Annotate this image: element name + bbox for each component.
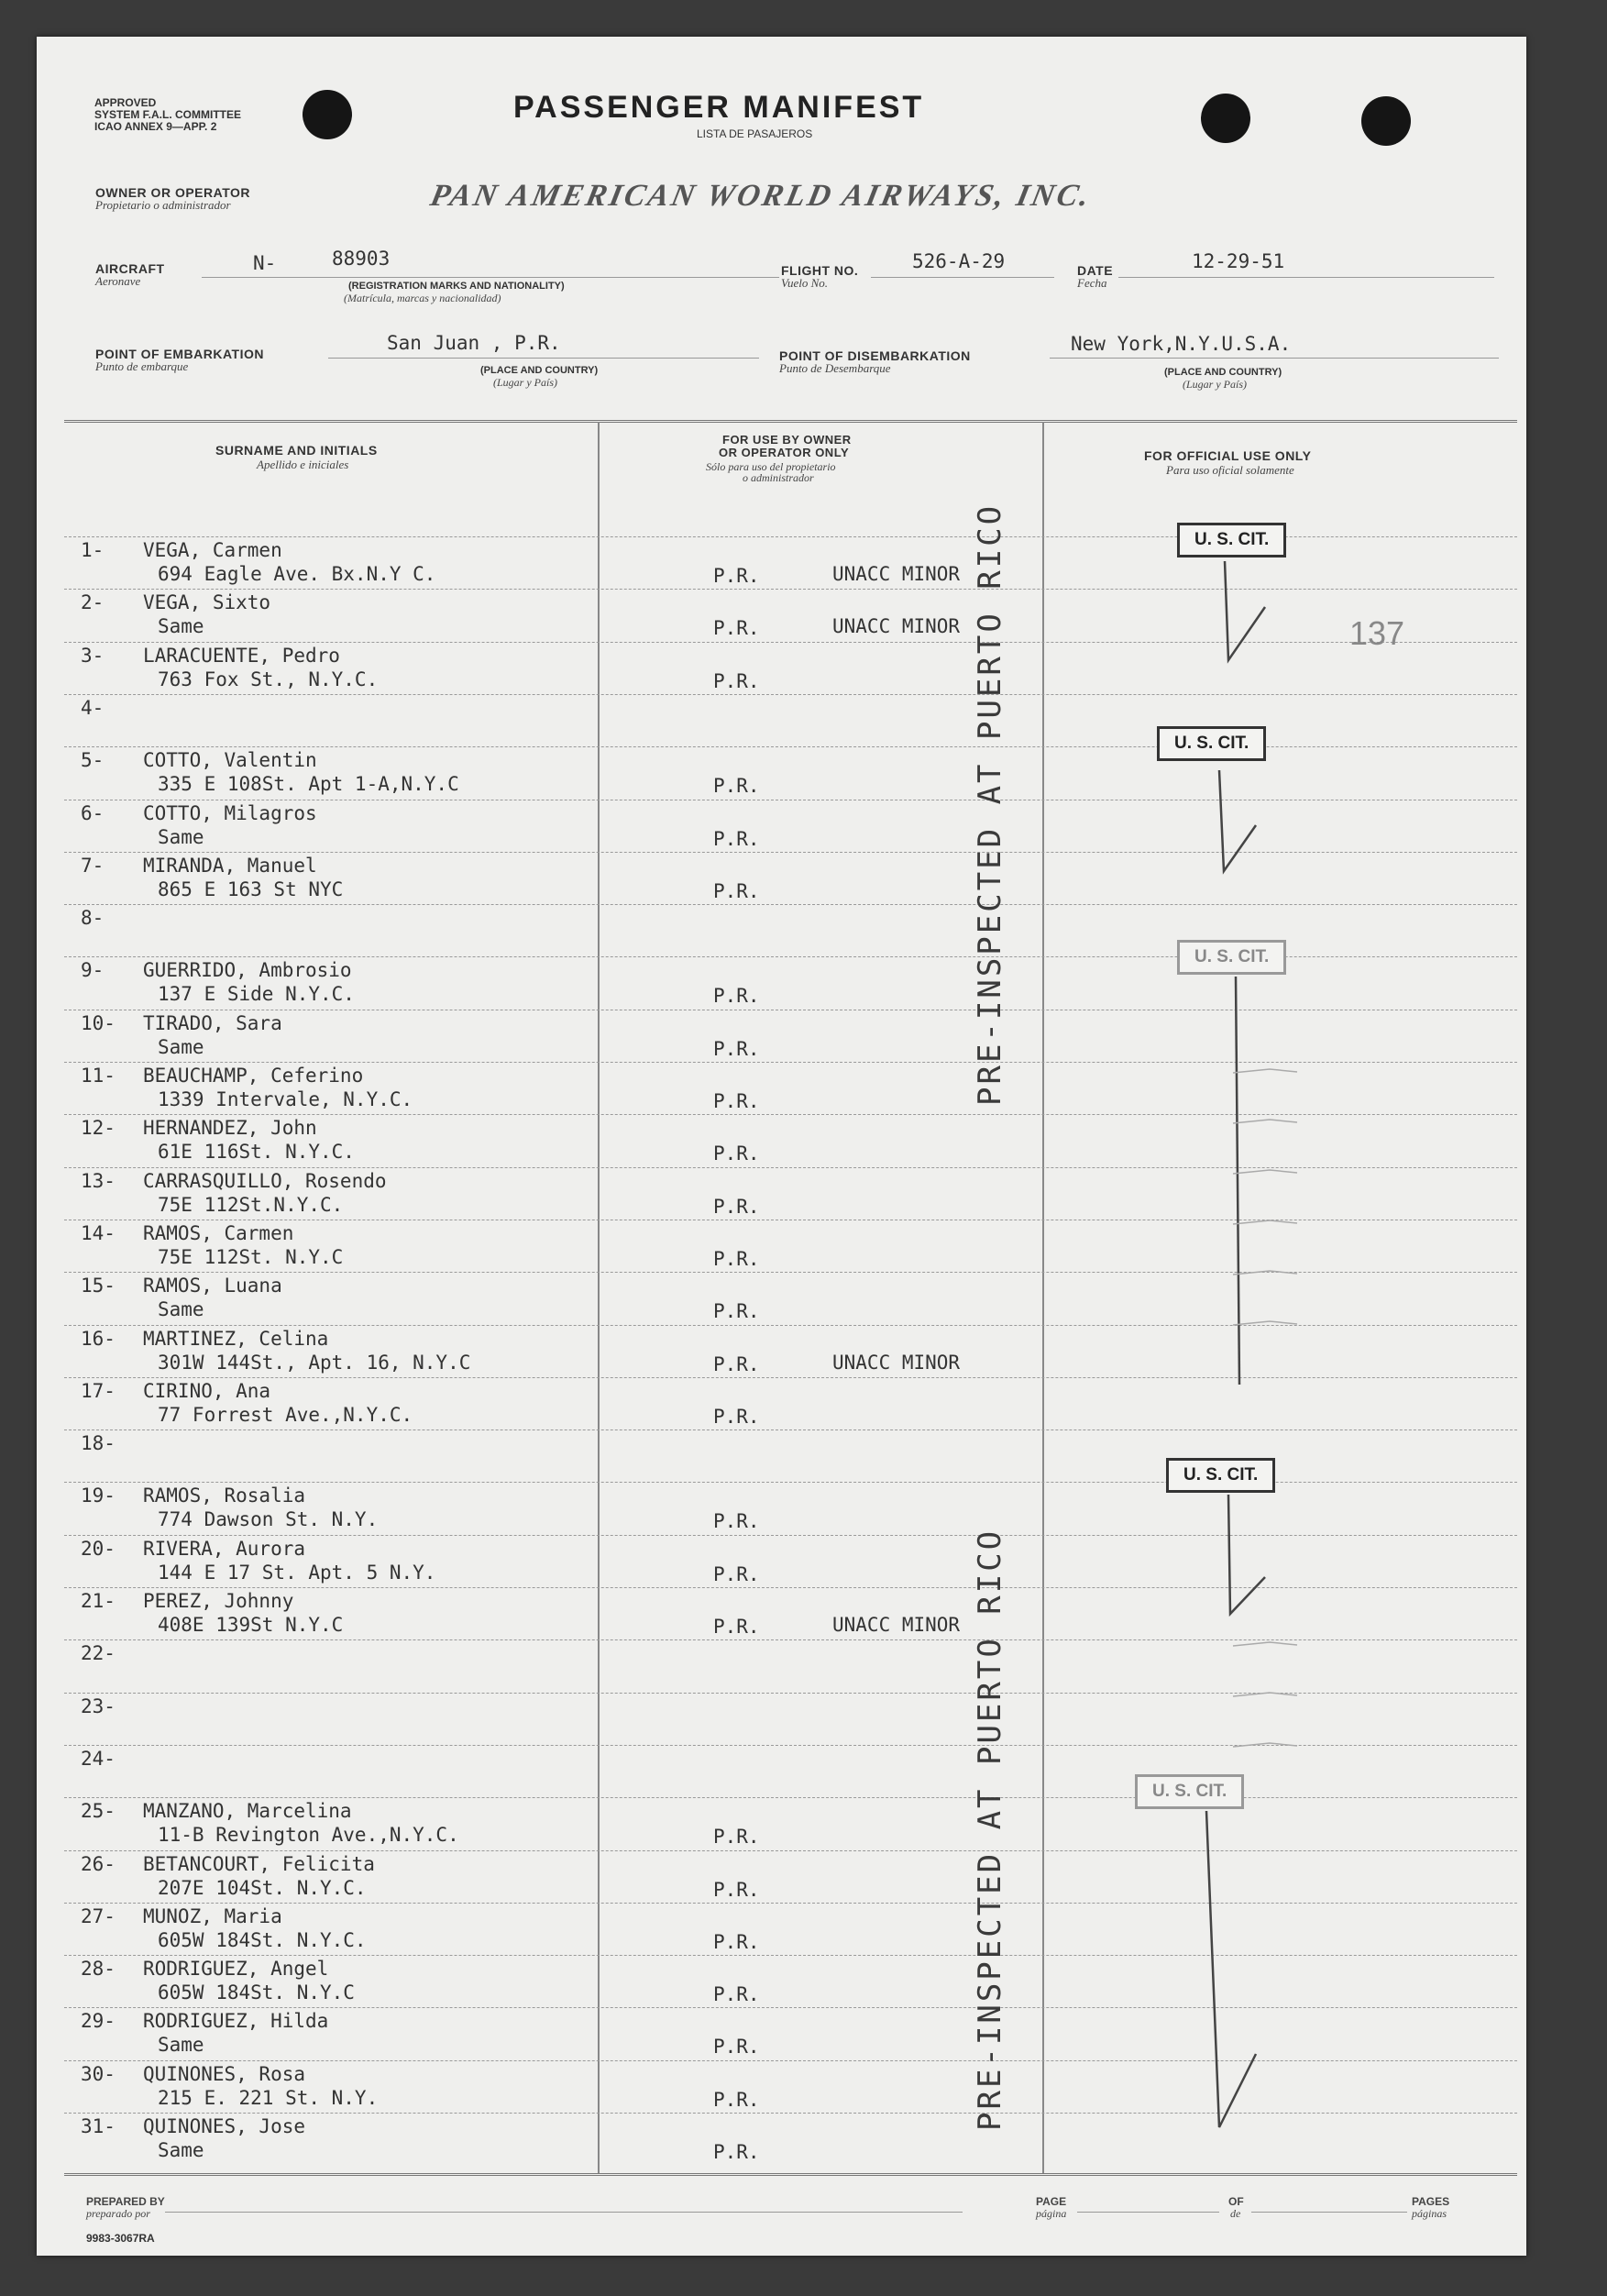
row-number: 2- — [81, 591, 105, 614]
origin-code: P.R. — [713, 2141, 760, 2163]
row-number: 12- — [81, 1117, 116, 1140]
disembark-label: POINT OF DISEMBARKATION — [779, 348, 971, 363]
passenger-address: Same — [158, 1035, 204, 1058]
passenger-address: Same — [158, 2139, 204, 2161]
passenger-address: 605W 184St. N.Y.C. — [158, 1928, 367, 1951]
origin-code: P.R. — [713, 1300, 760, 1323]
passenger-name: RODRIGUEZ, Angel — [143, 1958, 329, 1981]
passenger-name: QUINONES, Jose — [143, 2115, 306, 2137]
passenger-address: 335 E 108St. Apt 1-A,N.Y.C — [158, 773, 459, 796]
embark-value: San Juan , P.R. — [387, 332, 561, 354]
embark-label-sub: Punto de embarque — [95, 359, 189, 373]
pages-label: PAGES — [1412, 2195, 1450, 2208]
col-header-owner-2: OR OPERATOR ONLY — [719, 446, 850, 459]
row-number: 28- — [81, 1958, 116, 1981]
owner-label: OWNER OR OPERATOR — [95, 185, 250, 200]
passenger-name: QUINONES, Rosa — [143, 2062, 306, 2085]
aircraft-label: AIRCRAFT — [95, 261, 165, 276]
col-header-surname-sub: Apellido e iniciales — [257, 458, 349, 471]
check-mark — [1206, 1811, 1256, 2127]
origin-code: P.R. — [713, 879, 760, 902]
us-cit-stamp: U. S. CIT. — [1157, 726, 1266, 761]
owner-label-sub: Propietario o administrador — [95, 198, 231, 212]
origin-code: P.R. — [713, 827, 760, 850]
row-number: 19- — [81, 1485, 116, 1507]
origin-code: P.R. — [713, 1983, 760, 2006]
passenger-name: RIVERA, Aurora — [143, 1537, 306, 1560]
row-number: 31- — [81, 2115, 116, 2137]
passenger-note: UNACC MINOR — [832, 1351, 961, 1374]
prepared-by-label-sub: preparado por — [86, 2207, 150, 2220]
passenger-address: 61E 116St. N.Y.C. — [158, 1141, 355, 1164]
origin-code: P.R. — [713, 985, 760, 1008]
approval-line-3: ICAO ANNEX 9—APP. 2 — [94, 120, 217, 133]
row-number: 20- — [81, 1537, 116, 1560]
date-label-sub: Fecha — [1077, 276, 1107, 290]
check-mark — [1228, 1495, 1265, 1614]
passenger-address: 408E 139St N.Y.C — [158, 1614, 344, 1636]
col-header-official-sub: Para uso oficial solamente — [1166, 463, 1294, 477]
passenger-address: 694 Eagle Ave. Bx.N.Y C. — [158, 563, 436, 585]
row-number: 5- — [81, 749, 105, 772]
row-number: 17- — [81, 1379, 116, 1402]
origin-code: P.R. — [713, 1195, 760, 1218]
passenger-name: RAMOS, Rosalia — [143, 1485, 306, 1507]
of-label: OF — [1228, 2195, 1244, 2208]
preinspected-stamp-1: PRE-INSPECTED AT PUERTO RICO — [972, 502, 1008, 1106]
flight-number: 526-A-29 — [912, 250, 1006, 272]
official-check-marks — [37, 37, 1526, 2256]
check-mark — [1225, 561, 1265, 660]
origin-code: P.R. — [713, 1510, 760, 1533]
flight-label: FLIGHT NO. — [781, 263, 859, 278]
passenger-address: 137 E Side N.Y.C. — [158, 983, 355, 1006]
origin-code: P.R. — [713, 669, 760, 692]
passenger-name: CARRASQUILLO, Rosendo — [143, 1169, 387, 1192]
passenger-address: 144 E 17 St. Apt. 5 N.Y. — [158, 1561, 436, 1584]
passenger-address: Same — [158, 615, 204, 638]
col-header-owner-sub2: o administrador — [743, 471, 814, 484]
passenger-address: 11-B Revington Ave.,N.Y.C. — [158, 1824, 459, 1847]
origin-code: P.R. — [713, 775, 760, 798]
row-number: 18- — [81, 1432, 116, 1455]
page-label: PAGE — [1036, 2195, 1067, 2208]
passenger-name: MANZANO, Marcelina — [143, 1800, 352, 1823]
origin-code: P.R. — [713, 1616, 760, 1638]
official-pen-line — [1236, 977, 1239, 1385]
origin-code: P.R. — [713, 1930, 760, 1953]
passenger-name: LARACUENTE, Pedro — [143, 644, 340, 667]
passenger-name: COTTO, Milagros — [143, 801, 317, 824]
origin-code: P.R. — [713, 1352, 760, 1375]
passenger-address: 77 Forrest Ave.,N.Y.C. — [158, 1403, 413, 1426]
row-number: 11- — [81, 1065, 116, 1087]
row-number: 9- — [81, 959, 105, 982]
passenger-address: 865 E 163 St NYC — [158, 878, 344, 900]
passenger-address: Same — [158, 825, 204, 848]
row-number: 1- — [81, 539, 105, 561]
origin-code: P.R. — [713, 1562, 760, 1585]
preinspected-stamp-2: PRE-INSPECTED AT PUERTO RICO — [972, 1528, 1008, 2131]
page-count-number: 137 — [1349, 614, 1405, 652]
passenger-address: 1339 Intervale, N.Y.C. — [158, 1088, 413, 1110]
row-number: 27- — [81, 1904, 116, 1927]
us-cit-stamp: U. S. CIT. — [1177, 940, 1286, 975]
row-number: 25- — [81, 1800, 116, 1823]
passenger-address: 75E 112St.N.Y.C. — [158, 1193, 344, 1216]
origin-code: P.R. — [713, 2036, 760, 2059]
passenger-name: RODRIGUEZ, Hilda — [143, 2010, 329, 2033]
passenger-address: 605W 184St. N.Y.C — [158, 1981, 355, 2004]
col-header-owner-1: FOR USE BY OWNER — [722, 433, 852, 447]
passenger-address: 301W 144St., Apt. 16, N.Y.C — [158, 1351, 471, 1374]
origin-code: P.R. — [713, 1037, 760, 1060]
aircraft-number: 88903 — [332, 248, 391, 270]
row-number: 10- — [81, 1011, 116, 1034]
aircraft-prefix: N- — [253, 252, 277, 274]
row-number: 30- — [81, 2062, 116, 2085]
passenger-name: BETANCOURT, Felicita — [143, 1852, 375, 1875]
row-number: 26- — [81, 1852, 116, 1875]
origin-code: P.R. — [713, 1826, 760, 1849]
passenger-name: MARTINEZ, Celina — [143, 1327, 329, 1350]
row-number: 4- — [81, 696, 105, 719]
passenger-name: MIRANDA, Manuel — [143, 854, 317, 877]
passenger-address: 763 Fox St., N.Y.C. — [158, 668, 379, 690]
date-label: DATE — [1077, 263, 1114, 278]
passenger-note: UNACC MINOR — [832, 563, 961, 585]
row-number: 3- — [81, 644, 105, 667]
pages-label-sub: páginas — [1412, 2207, 1447, 2220]
origin-code: P.R. — [713, 565, 760, 587]
us-cit-stamp: U. S. CIT. — [1135, 1774, 1244, 1809]
us-cit-stamp: U. S. CIT. — [1177, 523, 1286, 557]
of-label-sub: de — [1230, 2207, 1241, 2220]
embark-place-caption-sub: (Lugar y País) — [493, 376, 557, 389]
row-number: 29- — [81, 2010, 116, 2033]
of-underline — [1251, 2212, 1407, 2213]
passenger-name: VEGA, Sixto — [143, 591, 271, 614]
embark-label: POINT OF EMBARKATION — [95, 347, 264, 361]
date-value: 12-29-51 — [1192, 250, 1285, 272]
row-number: 13- — [81, 1169, 116, 1192]
passenger-name: COTTO, Valentin — [143, 749, 317, 772]
row-number: 6- — [81, 801, 105, 824]
flight-label-sub: Vuelo No. — [781, 276, 829, 290]
row-number: 16- — [81, 1327, 116, 1350]
passenger-name: MUNOZ, Maria — [143, 1904, 282, 1927]
row-number: 15- — [81, 1275, 116, 1297]
origin-code: P.R. — [713, 1142, 760, 1165]
row-number: 23- — [81, 1694, 116, 1717]
passenger-name: PEREZ, Johnny — [143, 1590, 294, 1612]
origin-code: P.R. — [713, 1405, 760, 1428]
passenger-address: 774 Dawson St. N.Y. — [158, 1508, 379, 1531]
prepared-by-underline — [165, 2212, 963, 2213]
row-number: 22- — [81, 1642, 116, 1665]
form-number: 9983-3067RA — [86, 2232, 155, 2245]
registration-caption-sub: (Matrícula, marcas y nacionalidad) — [344, 292, 501, 304]
embark-place-caption: (PLACE AND COUNTRY) — [480, 365, 599, 376]
form-title-sub: LISTA DE PASAJEROS — [697, 127, 813, 140]
origin-code: P.R. — [713, 1878, 760, 1901]
prepared-by-label: PREPARED BY — [86, 2195, 165, 2208]
airline-name: PAN AMERICAN WORLD AIRWAYS, INC. — [427, 179, 1095, 213]
origin-code: P.R. — [713, 1090, 760, 1112]
col-header-owner-sub1: Sólo para uso del propietario — [706, 460, 836, 473]
passenger-address: Same — [158, 2034, 204, 2057]
page-underline — [1077, 2212, 1219, 2213]
row-number: 24- — [81, 1747, 116, 1770]
passenger-name: RAMOS, Carmen — [143, 1221, 294, 1244]
row-number: 14- — [81, 1221, 116, 1244]
passenger-address: 75E 112St. N.Y.C — [158, 1245, 344, 1268]
disembark-place-caption: (PLACE AND COUNTRY) — [1164, 367, 1282, 378]
passenger-note: UNACC MINOR — [832, 615, 961, 638]
aircraft-label-sub: Aeronave — [95, 274, 141, 288]
form-title: PASSENGER MANIFEST — [513, 90, 925, 125]
passenger-name: GUERRIDO, Ambrosio — [143, 959, 352, 982]
passenger-name: VEGA, Carmen — [143, 539, 282, 561]
disembark-value: New York,N.Y.U.S.A. — [1071, 333, 1292, 355]
passenger-address: 215 E. 221 St. N.Y. — [158, 2086, 379, 2109]
passenger-address: Same — [158, 1298, 204, 1321]
passenger-address: 207E 104St. N.Y.C. — [158, 1876, 367, 1899]
disembark-place-caption-sub: (Lugar y País) — [1183, 378, 1247, 391]
row-number: 21- — [81, 1590, 116, 1612]
origin-code: P.R. — [713, 2088, 760, 2111]
origin-code: P.R. — [713, 1247, 760, 1270]
registration-caption: (REGISTRATION MARKS AND NATIONALITY) — [348, 281, 565, 292]
passenger-name: BEAUCHAMP, Ceferino — [143, 1065, 364, 1087]
us-cit-stamp: U. S. CIT. — [1166, 1458, 1275, 1493]
manifest-sheet — [37, 37, 1526, 2256]
check-mark — [1219, 770, 1256, 871]
passenger-name: TIRADO, Sara — [143, 1011, 282, 1034]
approval-line-2: SYSTEM F.A.L. COMMITTEE — [94, 108, 242, 121]
passenger-name: RAMOS, Luana — [143, 1275, 282, 1297]
row-number: 8- — [81, 907, 105, 930]
passenger-name: HERNANDEZ, John — [143, 1117, 317, 1140]
col-header-official: FOR OFFICIAL USE ONLY — [1144, 448, 1312, 463]
passenger-name: CIRINO, Ana — [143, 1379, 271, 1402]
disembark-label-sub: Punto de Desembarque — [779, 361, 891, 375]
col-header-surname: SURNAME AND INITIALS — [215, 443, 378, 458]
row-number: 7- — [81, 854, 105, 877]
approval-line-1: APPROVED — [94, 96, 157, 109]
origin-code: P.R. — [713, 617, 760, 640]
passenger-note: UNACC MINOR — [832, 1614, 961, 1636]
page-label-sub: página — [1036, 2207, 1067, 2220]
